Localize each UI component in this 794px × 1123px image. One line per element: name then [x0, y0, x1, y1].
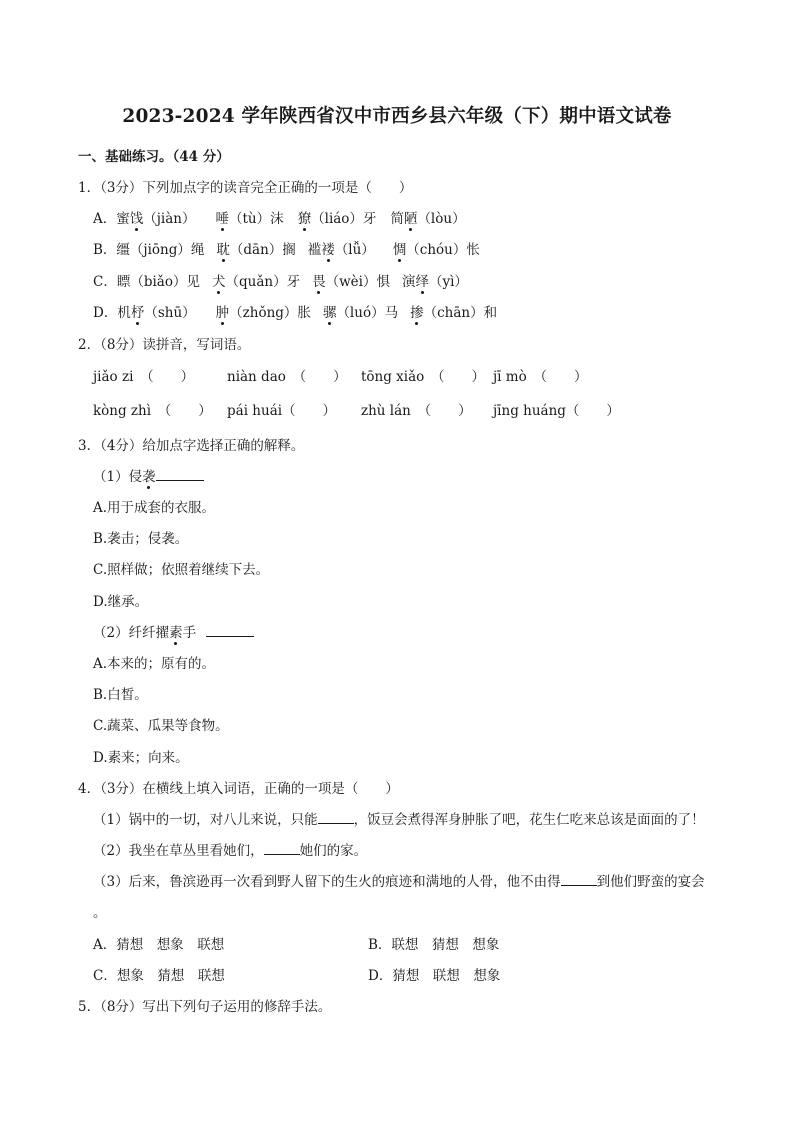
question-2-stem: 2．（8分）读拼音，写词语。: [78, 337, 251, 353]
q3-sub1-option: A.用于成套的衣服。: [93, 500, 216, 516]
question-5-stem: 5．（8分）写出下列句子运用的修辞手法。: [78, 999, 332, 1015]
pinyin-item: jī mò （ ）: [493, 369, 588, 385]
q4-sentence-2: （2）我坐在草丛里看她们， 她们的家。: [93, 843, 368, 859]
q3-sub2-option: A.本来的；原有的。: [93, 656, 216, 672]
q3-sub1-option: B.袭击；侵袭。: [93, 531, 189, 547]
question-1-stem: 1．（3分）下列加点字的读音完全正确的一项是（ ）: [78, 180, 413, 196]
q3-sub2-option: C.蔬菜、瓜果等食物。: [93, 718, 229, 734]
pinyin-item: tōng xiǎo （ ）: [361, 369, 486, 385]
q1-option-b: B．缰（jiōng）绳 耽（dān）搁 褴褛（lǚ） 惆（chóu）怅: [93, 242, 480, 258]
q3-sub-2: （2）纤纤擢素手: [93, 621, 254, 641]
pinyin-item: kòng zhì （ ）: [93, 403, 212, 419]
q3-sub2-option: D.素来；向来。: [93, 750, 189, 766]
section-heading: 一、基础练习。（44 分）: [78, 149, 230, 165]
q1-option-a: A．蜜饯（jiàn） 唾（tù）沫 獠（liáo）牙 简陋（lòu）: [93, 211, 466, 227]
pinyin-item: zhù lán （ ）: [361, 403, 472, 419]
q3-sub1-option: D.继承。: [93, 594, 149, 610]
q4-option-d: D．猜想 联想 想象: [368, 968, 501, 984]
question-3-stem: 3．（4分）给加点字选择正确的解释。: [78, 438, 305, 454]
q4-sentence-3-tail: 。: [93, 905, 107, 921]
pinyin-item: jiǎo zi （ ）: [93, 369, 195, 385]
pinyin-item: pái huái（ ）: [227, 403, 337, 419]
q1-option-d: D．机杼（shū） 肿（zhǒng）胀 骡（luó）马 掺（chān）和: [93, 305, 498, 321]
q3-sub2-option: B.白皙。: [93, 687, 148, 703]
q3-sub-1: （1）侵袭: [93, 465, 204, 485]
q1-option-c: C．瞟（biǎo）见 犬（quǎn）牙 畏（wèi）惧 演绎（yì）: [93, 274, 468, 290]
q4-sentence-1: （1）锅中的一切，对八儿来说，只能 ，饭豆会煮得浑身肿胀了吧，花生仁吃来总该是面面的了！: [93, 812, 705, 828]
q4-sentence-3: （3）后来，鲁滨逊再一次看到野人留下的生火的痕迹和满地的人骨，他不由得 到他们野蛮的宴会: [93, 874, 705, 890]
pinyin-item: jīng huáng（ ）: [493, 403, 620, 419]
q4-option-c: C．想象 猜想 联想: [93, 968, 225, 984]
question-4-stem: 4．（3分）在横线上填入词语，正确的一项是（ ）: [78, 781, 399, 797]
exam-title: 2023-2024 学年陕西省汉中市西乡县六年级（下）期中语文试卷: [122, 106, 672, 127]
q4-option-a: A．猜想 想象 联想: [93, 937, 225, 953]
q3-sub1-option: C.照样做；依照着继续下去。: [93, 562, 270, 578]
q4-option-b: B．联想 猜想 想象: [368, 937, 500, 953]
pinyin-item: niàn dao （ ）: [227, 369, 347, 385]
